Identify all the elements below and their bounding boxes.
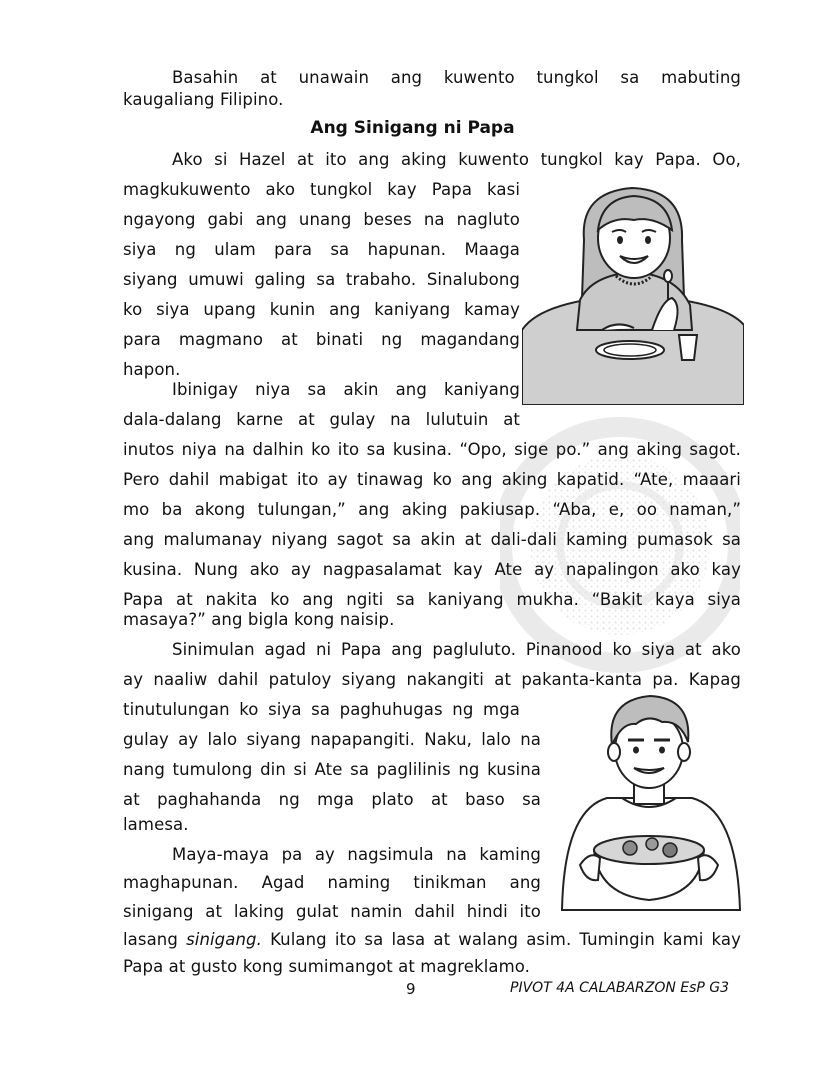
story-line: masaya?” ang bigla kong naisip. xyxy=(123,610,395,629)
story-line: maghapunan. Agad naming tinikman ang xyxy=(123,873,541,892)
story-line: lamesa. xyxy=(123,815,189,834)
story-line: tinutulungan ko siya sa paghuhugas ng mga xyxy=(123,700,520,719)
text-segment: lasang xyxy=(123,930,187,949)
story-title: Ang Sinigang ni Papa xyxy=(310,118,515,138)
story-line: ang malumanay niyang sagot sa akin at dali-dali kaming pumasok sa xyxy=(123,530,741,549)
story-line-with-italic xyxy=(123,930,741,950)
story-line: kusina. Nung ako ay nagpasalamat kay Ate ay napalingon ako kay xyxy=(123,560,741,579)
story-line: Maya-maya pa ay nagsimula na kaming xyxy=(172,845,541,864)
story-line: sinigang at laking gulat namin dahil hindi ito xyxy=(123,902,541,921)
story-line: Papa at nakita ko ang ngiti sa kaniyang mukha. “Bakit kaya siya xyxy=(123,590,741,609)
intro-line-2: kaugaliang Filipino. xyxy=(123,90,284,109)
story-line: siya ng ulam para sa hapunan. Maaga xyxy=(123,240,520,259)
story-line: gulay ay lalo siyang napapangiti. Naku, lalo na xyxy=(123,730,541,749)
story-line: dala-dalang karne at gulay na lulutuin at xyxy=(123,410,520,429)
story-line: Pero dahil mabigat ito ay tinawag ko ang aking kapatid. “Ate, maaari xyxy=(123,470,741,489)
story-line: mo ba akong tulungan,” ang aking pakiusap. “Aba, e, oo naman,” xyxy=(123,500,741,519)
story-line: para magmano at binati ng magandang xyxy=(123,330,520,349)
page-number: 9 xyxy=(406,980,416,998)
story-line: ay naaliw dahil patuloy siyang nakangiti at pakanta-kanta pa. Kapag xyxy=(123,670,741,689)
story-line: Papa at gusto kong sumimangot at magreklamo. xyxy=(123,957,531,976)
intro-line-1: Basahin at unawain ang kuwento tungkol sa mabuting xyxy=(172,68,741,87)
girl-at-table-illustration xyxy=(522,180,744,405)
story-line: hapon. xyxy=(123,360,181,379)
boy-holding-bowl-illustration xyxy=(552,690,747,920)
story-line: inutos niya na dalhin ko ito sa kusina. “Opo, sige po.” ang aking sagot. xyxy=(123,440,741,459)
story-line: nang tumulong din si Ate sa paglilinis ng kusina xyxy=(123,760,541,779)
story-line: Ibinigay niya sa akin ang kaniyang xyxy=(172,380,520,399)
story-line: Sinimulan agad ni Papa ang pagluluto. Pinanood ko siya at ako xyxy=(172,640,741,659)
story-line: magkukuwento ako tungkol kay Papa kasi xyxy=(123,180,520,199)
story-line: Ako si Hazel at ito ang aking kuwento tungkol kay Papa. Oo, xyxy=(172,150,741,169)
story-line: ngayong gabi ang unang beses na nagluto xyxy=(123,210,520,229)
italic-word: sinigang. xyxy=(186,930,262,949)
story-line: siyang umuwi galing sa trabaho. Sinalubong xyxy=(123,270,520,289)
footer-text: PIVOT 4A CALABARZON EsP G3 xyxy=(510,980,730,996)
text-segment: Kulang ito sa lasa at walang asim. Tumingin kami kay xyxy=(261,930,741,949)
story-line: at paghahanda ng mga plato at baso sa xyxy=(123,790,541,809)
story-line: ko siya upang kunin ang kaniyang kamay xyxy=(123,300,520,319)
